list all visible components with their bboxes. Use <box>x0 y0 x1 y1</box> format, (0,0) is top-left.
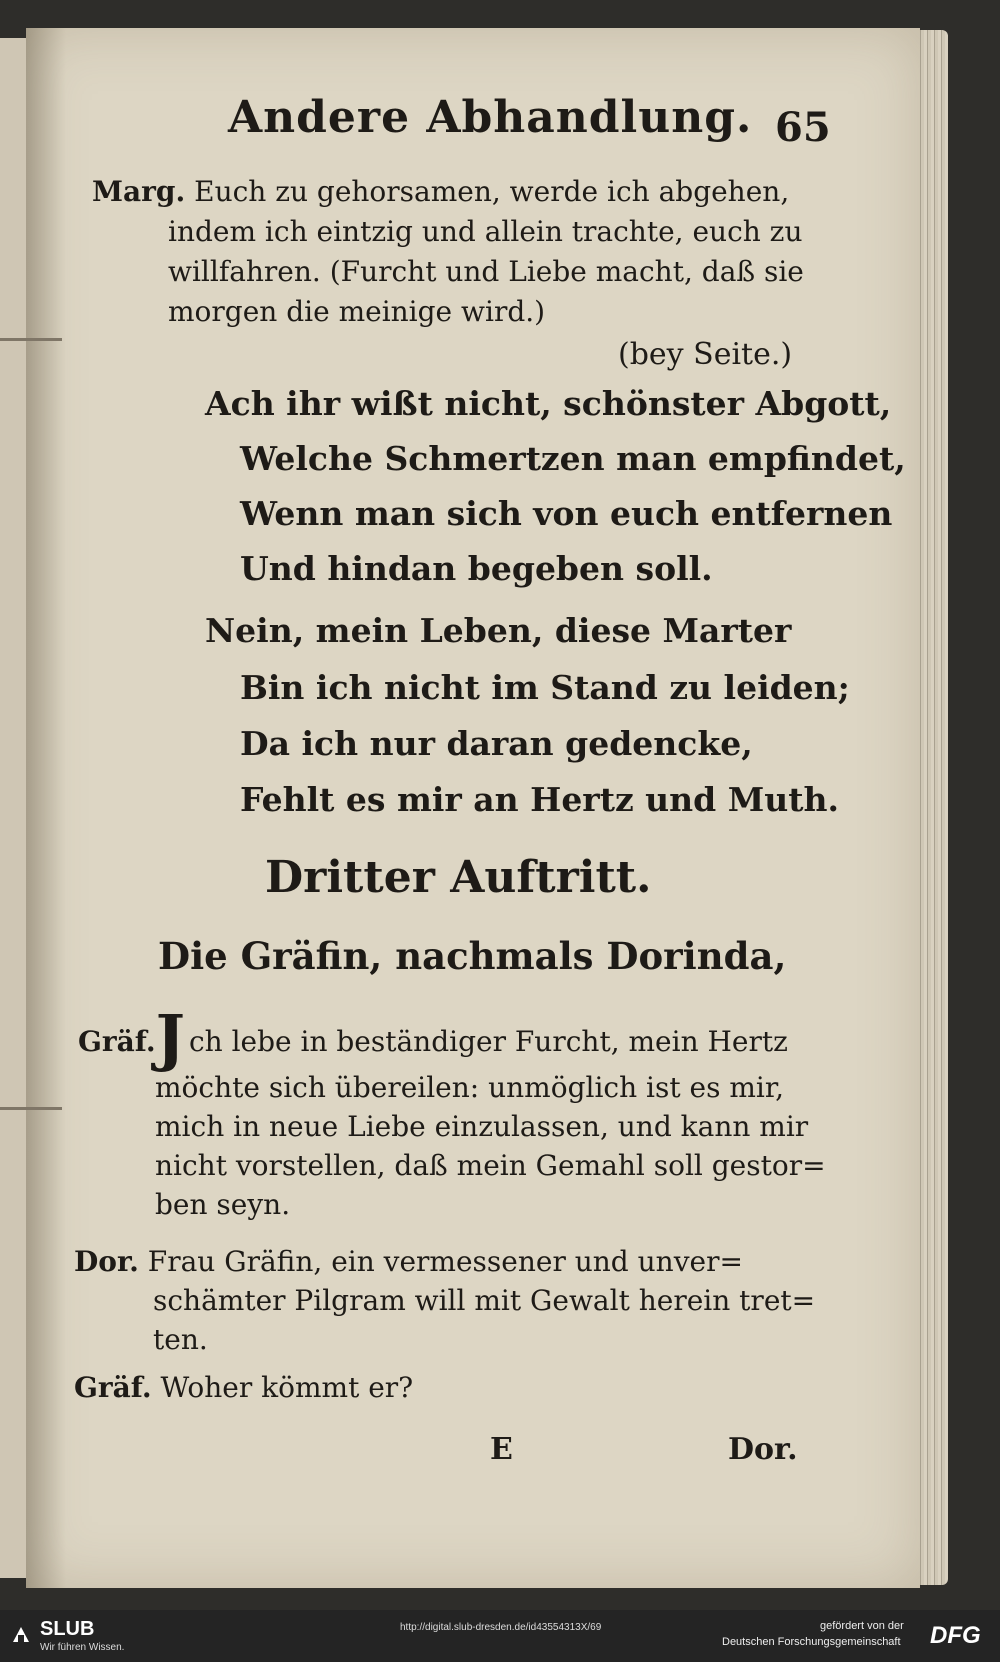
cast-list: Die Gräfin, nachmals Dorinda, <box>158 934 787 978</box>
facing-page-edge <box>0 38 27 1578</box>
marg-line-2: indem ich eintzig und allein trachte, euch zu <box>168 215 803 248</box>
dor-line-3: ten. <box>153 1323 208 1356</box>
speaker-dor: Dor. <box>74 1245 139 1278</box>
graf-question <box>74 1368 413 1407</box>
funder-line-2: Deutschen Forschungsgemeinschaft <box>722 1636 901 1648</box>
slub-tagline: Wir führen Wissen. <box>40 1642 125 1653</box>
running-header: Andere Abhandlung. <box>228 92 753 143</box>
graf-line-4: nicht vorstellen, daß mein Gemahl soll gestor= <box>155 1149 826 1182</box>
dor-line-2: schämter Pilgram will mit Gewalt herein tret= <box>153 1284 816 1317</box>
scene-title: Dritter Auftritt. <box>265 852 652 903</box>
speaker-graf: Gräf. <box>78 1025 156 1058</box>
viewer-footer <box>0 1610 1000 1662</box>
marg-line-4: morgen die meinige wird.) <box>168 295 546 328</box>
graf-line-1 <box>78 1001 788 1074</box>
page-number: 65 <box>775 104 831 151</box>
verse-2-line-3: Da ich nur daran gedencke, <box>240 724 753 763</box>
marg-line-1 <box>92 172 789 211</box>
binding-thread-bottom <box>0 1107 62 1110</box>
permalink-url[interactable]: http://digital.slub-dresden.de/id43554313X/69 <box>400 1622 602 1633</box>
binding-thread-top <box>0 338 62 341</box>
graf-text-1: ch lebe in beständiger Furcht, mein Hertz <box>188 1025 788 1058</box>
catchword: Dor. <box>728 1432 798 1467</box>
dor-line-1 <box>74 1242 743 1281</box>
marg-line-3: willfahren. (Furcht und Liebe macht, daß sie <box>168 255 804 288</box>
graf-line-5: ben seyn. <box>155 1188 291 1221</box>
graf-question-text: Woher kömmt er? <box>160 1371 414 1404</box>
slub-name: SLUB <box>40 1618 95 1640</box>
funder-line-1: gefördert von der <box>820 1620 904 1632</box>
verse-2-line-2: Bin ich nicht im Stand zu leiden; <box>240 668 850 707</box>
dfg-logo: DFG <box>930 1622 981 1649</box>
verse-2-line-4: Fehlt es mir an Hertz und Muth. <box>240 780 839 819</box>
verse-1-line-3: Wenn man sich von euch entfernen <box>240 494 893 533</box>
marg-text-1: Euch zu gehorsamen, werde ich abgehen, <box>194 175 790 208</box>
drop-capital: J <box>155 1001 185 1074</box>
graf-line-2: möchte sich übereilen: unmöglich ist es mir, <box>155 1071 785 1104</box>
speaker-marg: Marg. <box>92 175 186 208</box>
slub-logo-icon <box>10 1624 32 1646</box>
speaker-graf-2: Gräf. <box>74 1371 152 1404</box>
signature-mark: E <box>490 1432 513 1467</box>
gutter-shadow <box>26 28 66 1588</box>
stage-direction: (bey Seite.) <box>618 337 793 372</box>
verse-1-line-1: Ach ihr wißt nicht, schönster Abgott, <box>205 384 892 423</box>
verse-1-line-4: Und hindan begeben soll. <box>240 549 713 588</box>
verse-1-line-2: Welche Schmertzen man empfindet, <box>240 439 906 478</box>
dor-text-1: Frau Gräfin, ein vermessener und unver= <box>147 1245 743 1278</box>
verse-2-line-1: Nein, mein Leben, diese Marter <box>205 611 792 650</box>
graf-line-3: mich in neue Liebe einzulassen, und kann mir <box>155 1110 809 1143</box>
